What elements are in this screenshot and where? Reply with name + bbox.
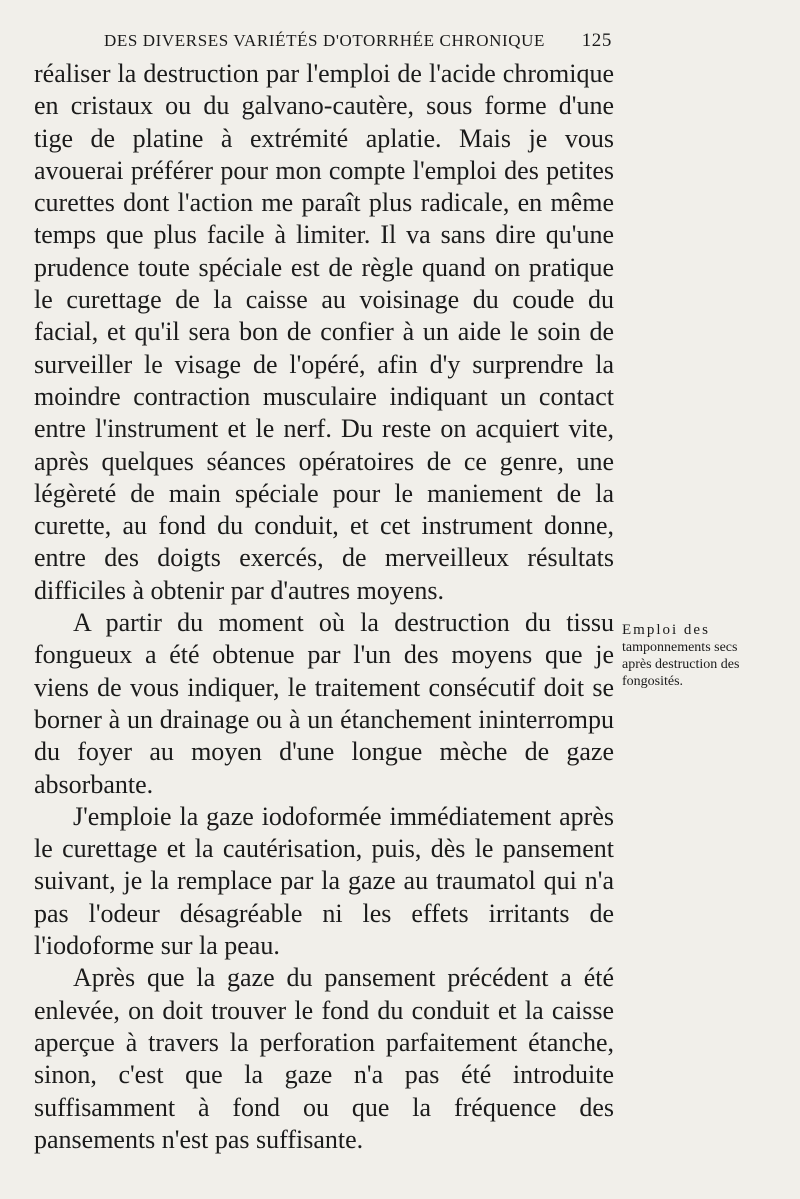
margin-note-text: tamponnements secs après destruction des fongosités. <box>622 640 740 689</box>
paragraph: J'emploie la gaze iodoformée immédiatement après le curettage et la cautérisation, puis, dès le pansement suivant, je la remplace par la gaze au traumatol qui n'a pas l'odeur désagréable ni les effets irritants de l'iodoforme sur la peau. <box>34 801 614 961</box>
page-number: 125 <box>581 30 612 51</box>
margin-note <box>622 622 740 690</box>
running-title: DES DIVERSES VARIÉTÉS D'OTORRHÉE CHRONIQUE <box>104 31 546 50</box>
body-text <box>34 58 614 1156</box>
paragraph-continued: réaliser la destruction par l'emploi de l'acide chromique en cristaux ou du galvano-cautère, sous forme d'une tige de platine à extrémité aplatie. Mais je vous avouerai préférer pour mon compte l'emploi des petites curettes dont l'action me paraît plus radicale, en même temps que plus facile à limiter. Il va sans dire qu'une prudence toute spéciale est de règle quand on pratique le curettage de la caisse au voisinage du coude du facial, et qu'il sera bon de confier à un aide le soin de surveiller le visage de l'opéré, afin d'y surprendre la moindre contraction musculaire indiquant un contact entre l'instrument et le nerf. Du reste on acquiert vite, après quelques séances opératoires de ce genre, une légèreté de main spéciale pour le maniement de la curette, au fond du conduit, et cet instrument donne, entre des doigts exercés, de merveilleux résultats difficiles à obtenir par d'autres moyens. <box>34 59 614 605</box>
margin-note-lead: Emploi des <box>622 622 710 638</box>
running-head <box>104 30 612 52</box>
paragraph: Après que la gaze du pansement précédent a été enlevée, on doit trouver le fond du conduit et la caisse aperçue à travers la perforation parfaitement étanche, sinon, c'est que la gaze n'a pas été introduite suffisamment à fond ou que la fréquence des pansements n'est pas suffisante. <box>34 963 614 1154</box>
paragraph: A partir du moment où la destruction du tissu fongueux a été obtenue par l'un des moyens que je viens de vous indiquer, le traitement consécutif doit se borner à un drainage ou à un étanchement ininterrompu du foyer au moyen d'une longue mèche de gaze absorbante. <box>34 608 614 799</box>
